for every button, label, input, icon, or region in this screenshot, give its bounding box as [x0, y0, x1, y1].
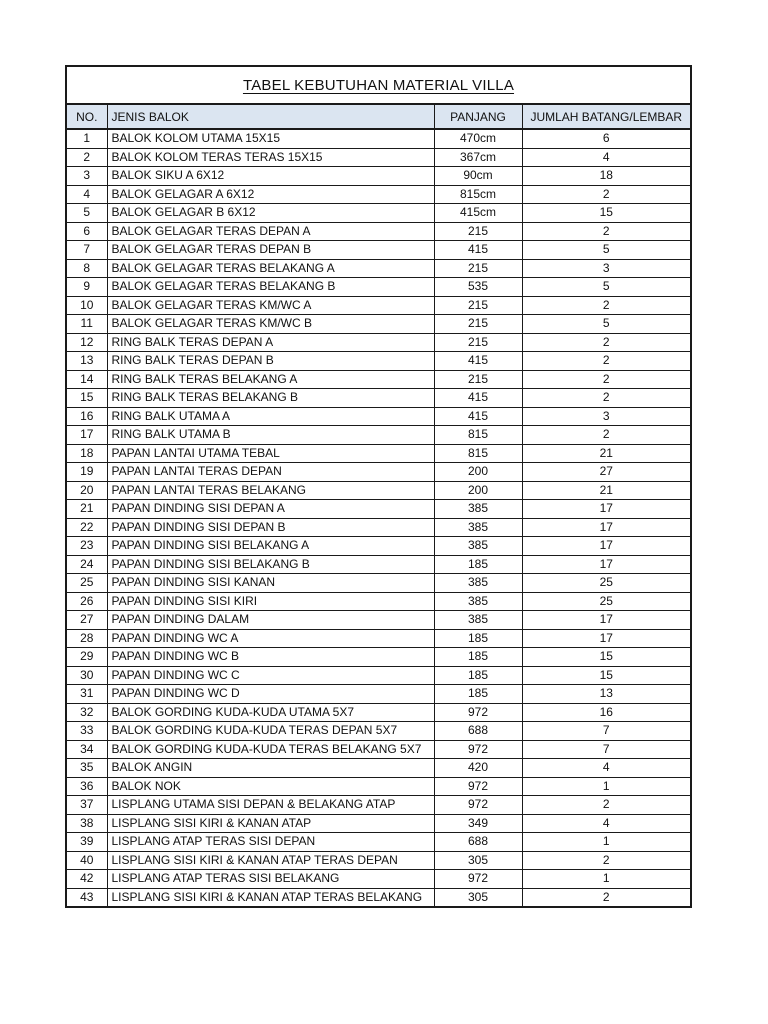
cell-panjang: 185	[434, 666, 522, 685]
cell-jenis-balok: RING BALK TERAS BELAKANG B	[107, 389, 434, 408]
cell-panjang: 972	[434, 740, 522, 759]
cell-jenis-balok: BALOK GELAGAR TERAS BELAKANG B	[107, 278, 434, 297]
cell-jenis-balok: BALOK GELAGAR TERAS KM/WC A	[107, 296, 434, 315]
table-row	[67, 444, 690, 463]
cell-jenis-balok: BALOK NOK	[107, 777, 434, 796]
table-row	[67, 555, 690, 574]
cell-no: 13	[67, 352, 107, 371]
table-row	[67, 648, 690, 667]
cell-jenis-balok: PAPAN DINDING WC C	[107, 666, 434, 685]
cell-jumlah: 7	[522, 722, 690, 741]
table-row	[67, 833, 690, 852]
cell-panjang: 185	[434, 629, 522, 648]
cell-jenis-balok: LISPLANG UTAMA SISI DEPAN & BELAKANG ATAP	[107, 796, 434, 815]
cell-jenis-balok: PAPAN LANTAI TERAS BELAKANG	[107, 481, 434, 500]
cell-jumlah: 4	[522, 148, 690, 167]
table-row	[67, 851, 690, 870]
cell-no: 39	[67, 833, 107, 852]
table-row	[67, 426, 690, 445]
cell-jumlah: 1	[522, 833, 690, 852]
cell-no: 21	[67, 500, 107, 519]
cell-jenis-balok: PAPAN DINDING WC B	[107, 648, 434, 667]
cell-panjang: 385	[434, 518, 522, 537]
cell-panjang: 385	[434, 537, 522, 556]
cell-jumlah: 2	[522, 796, 690, 815]
cell-no: 24	[67, 555, 107, 574]
cell-panjang: 185	[434, 685, 522, 704]
cell-jumlah: 5	[522, 315, 690, 334]
cell-panjang: 200	[434, 463, 522, 482]
table-row	[67, 333, 690, 352]
cell-jumlah: 16	[522, 703, 690, 722]
cell-jumlah: 3	[522, 407, 690, 426]
cell-no: 37	[67, 796, 107, 815]
cell-no: 43	[67, 888, 107, 906]
cell-jumlah: 5	[522, 278, 690, 297]
cell-jenis-balok: PAPAN DINDING SISI BELAKANG A	[107, 537, 434, 556]
table-row	[67, 129, 690, 148]
cell-panjang: 415	[434, 407, 522, 426]
table-row	[67, 481, 690, 500]
cell-jenis-balok: PAPAN DINDING WC A	[107, 629, 434, 648]
table-row	[67, 537, 690, 556]
table-row	[67, 407, 690, 426]
cell-jenis-balok: RING BALK UTAMA B	[107, 426, 434, 445]
header-row	[67, 105, 690, 129]
cell-jenis-balok: PAPAN DINDING SISI KANAN	[107, 574, 434, 593]
cell-panjang: 815cm	[434, 185, 522, 204]
table-row	[67, 888, 690, 906]
table-row	[67, 296, 690, 315]
cell-no: 4	[67, 185, 107, 204]
cell-jenis-balok: LISPLANG SISI KIRI & KANAN ATAP	[107, 814, 434, 833]
header-panjang: PANJANG	[434, 105, 522, 129]
cell-panjang: 90cm	[434, 167, 522, 186]
cell-panjang: 420	[434, 759, 522, 778]
cell-jumlah: 2	[522, 370, 690, 389]
table-row	[67, 185, 690, 204]
cell-no: 28	[67, 629, 107, 648]
table-row	[67, 148, 690, 167]
cell-no: 23	[67, 537, 107, 556]
cell-jumlah: 5	[522, 241, 690, 260]
cell-jenis-balok: PAPAN LANTAI TERAS DEPAN	[107, 463, 434, 482]
cell-no: 20	[67, 481, 107, 500]
table-title: TABEL KEBUTUHAN MATERIAL VILLA	[242, 76, 515, 94]
table-row	[67, 352, 690, 371]
cell-no: 10	[67, 296, 107, 315]
cell-no: 29	[67, 648, 107, 667]
cell-jumlah: 21	[522, 444, 690, 463]
table-row	[67, 278, 690, 297]
cell-panjang: 688	[434, 833, 522, 852]
cell-panjang: 535	[434, 278, 522, 297]
cell-panjang: 385	[434, 611, 522, 630]
cell-no: 5	[67, 204, 107, 223]
cell-panjang: 215	[434, 315, 522, 334]
cell-jenis-balok: PAPAN DINDING SISI KIRI	[107, 592, 434, 611]
cell-jumlah: 1	[522, 870, 690, 889]
cell-no: 32	[67, 703, 107, 722]
cell-no: 36	[67, 777, 107, 796]
cell-jumlah: 21	[522, 481, 690, 500]
cell-jenis-balok: BALOK GELAGAR TERAS BELAKANG A	[107, 259, 434, 278]
cell-jumlah: 13	[522, 685, 690, 704]
cell-jenis-balok: BALOK GELAGAR B 6X12	[107, 204, 434, 223]
cell-panjang: 415	[434, 352, 522, 371]
table-row	[67, 629, 690, 648]
cell-jenis-balok: PAPAN DINDING SISI DEPAN B	[107, 518, 434, 537]
table-row	[67, 574, 690, 593]
cell-panjang: 815	[434, 444, 522, 463]
table-title-row	[67, 67, 690, 105]
cell-panjang: 385	[434, 500, 522, 519]
cell-jumlah: 1	[522, 777, 690, 796]
cell-no: 42	[67, 870, 107, 889]
cell-no: 18	[67, 444, 107, 463]
cell-no: 12	[67, 333, 107, 352]
cell-panjang: 688	[434, 722, 522, 741]
cell-panjang: 185	[434, 555, 522, 574]
table-row	[67, 777, 690, 796]
cell-jumlah: 17	[522, 629, 690, 648]
table-row	[67, 167, 690, 186]
cell-jumlah: 25	[522, 574, 690, 593]
table-row	[67, 204, 690, 223]
cell-jumlah: 3	[522, 259, 690, 278]
cell-jumlah: 15	[522, 648, 690, 667]
cell-jenis-balok: BALOK GELAGAR TERAS KM/WC B	[107, 315, 434, 334]
table-row	[67, 315, 690, 334]
cell-no: 19	[67, 463, 107, 482]
header-no: NO.	[67, 105, 107, 129]
cell-panjang: 415	[434, 241, 522, 260]
cell-jenis-balok: RING BALK UTAMA A	[107, 407, 434, 426]
cell-jumlah: 17	[522, 537, 690, 556]
table-row	[67, 241, 690, 260]
cell-jumlah: 27	[522, 463, 690, 482]
cell-panjang: 815	[434, 426, 522, 445]
table-row	[67, 222, 690, 241]
cell-no: 1	[67, 129, 107, 148]
cell-panjang: 215	[434, 296, 522, 315]
cell-panjang: 215	[434, 259, 522, 278]
cell-no: 27	[67, 611, 107, 630]
cell-jenis-balok: PAPAN LANTAI UTAMA TEBAL	[107, 444, 434, 463]
cell-jumlah: 4	[522, 759, 690, 778]
table-row	[67, 500, 690, 519]
cell-jenis-balok: LISPLANG SISI KIRI & KANAN ATAP TERAS DEPAN	[107, 851, 434, 870]
material-table	[67, 105, 690, 906]
cell-jenis-balok: RING BALK TERAS DEPAN A	[107, 333, 434, 352]
cell-jumlah: 25	[522, 592, 690, 611]
cell-jenis-balok: BALOK GELAGAR TERAS DEPAN A	[107, 222, 434, 241]
cell-panjang: 215	[434, 333, 522, 352]
table-row	[67, 703, 690, 722]
cell-no: 9	[67, 278, 107, 297]
cell-jenis-balok: BALOK GELAGAR A 6X12	[107, 185, 434, 204]
table-row	[67, 870, 690, 889]
cell-jenis-balok: PAPAN DINDING SISI DEPAN A	[107, 500, 434, 519]
cell-jenis-balok: LISPLANG ATAP TERAS SISI DEPAN	[107, 833, 434, 852]
cell-jenis-balok: PAPAN DINDING SISI BELAKANG B	[107, 555, 434, 574]
table-row	[67, 722, 690, 741]
cell-jumlah: 15	[522, 204, 690, 223]
cell-jenis-balok: LISPLANG ATAP TERAS SISI BELAKANG	[107, 870, 434, 889]
cell-jumlah: 7	[522, 740, 690, 759]
cell-no: 14	[67, 370, 107, 389]
table-row	[67, 370, 690, 389]
cell-no: 34	[67, 740, 107, 759]
cell-jenis-balok: BALOK GORDING KUDA-KUDA UTAMA 5X7	[107, 703, 434, 722]
cell-no: 22	[67, 518, 107, 537]
cell-jenis-balok: PAPAN DINDING WC D	[107, 685, 434, 704]
header-jenis-balok: JENIS BALOK	[107, 105, 434, 129]
cell-jenis-balok: BALOK GELAGAR TERAS DEPAN B	[107, 241, 434, 260]
cell-no: 8	[67, 259, 107, 278]
table-row	[67, 259, 690, 278]
cell-panjang: 215	[434, 222, 522, 241]
cell-panjang: 215	[434, 370, 522, 389]
cell-jumlah: 4	[522, 814, 690, 833]
cell-jumlah: 17	[522, 500, 690, 519]
cell-panjang: 972	[434, 703, 522, 722]
cell-panjang: 385	[434, 592, 522, 611]
table-row	[67, 666, 690, 685]
table-row	[67, 611, 690, 630]
cell-no: 15	[67, 389, 107, 408]
table-row	[67, 463, 690, 482]
table-row	[67, 518, 690, 537]
cell-no: 35	[67, 759, 107, 778]
cell-jumlah: 17	[522, 518, 690, 537]
cell-jumlah: 2	[522, 222, 690, 241]
cell-panjang: 470cm	[434, 129, 522, 148]
cell-no: 40	[67, 851, 107, 870]
cell-no: 17	[67, 426, 107, 445]
cell-jumlah: 2	[522, 851, 690, 870]
cell-jenis-balok: BALOK GORDING KUDA-KUDA TERAS DEPAN 5X7	[107, 722, 434, 741]
cell-jumlah: 18	[522, 167, 690, 186]
cell-panjang: 415cm	[434, 204, 522, 223]
cell-jenis-balok: RING BALK TERAS DEPAN B	[107, 352, 434, 371]
table-row	[67, 685, 690, 704]
cell-jumlah: 2	[522, 333, 690, 352]
cell-jenis-balok: BALOK ANGIN	[107, 759, 434, 778]
table-row	[67, 740, 690, 759]
cell-no: 7	[67, 241, 107, 260]
cell-panjang: 415	[434, 389, 522, 408]
table-row	[67, 796, 690, 815]
cell-no: 30	[67, 666, 107, 685]
header-jumlah: JUMLAH BATANG/LEMBAR	[522, 105, 690, 129]
cell-jenis-balok: RING BALK TERAS BELAKANG A	[107, 370, 434, 389]
cell-jenis-balok: BALOK GORDING KUDA-KUDA TERAS BELAKANG 5X7	[107, 740, 434, 759]
cell-jenis-balok: BALOK SIKU A 6X12	[107, 167, 434, 186]
cell-jumlah: 2	[522, 185, 690, 204]
cell-no: 3	[67, 167, 107, 186]
cell-no: 25	[67, 574, 107, 593]
cell-panjang: 972	[434, 870, 522, 889]
cell-panjang: 305	[434, 851, 522, 870]
cell-jumlah: 17	[522, 555, 690, 574]
cell-jumlah: 6	[522, 129, 690, 148]
cell-panjang: 367cm	[434, 148, 522, 167]
cell-no: 38	[67, 814, 107, 833]
cell-panjang: 972	[434, 796, 522, 815]
cell-jenis-balok: BALOK KOLOM TERAS TERAS 15X15	[107, 148, 434, 167]
cell-jumlah: 15	[522, 666, 690, 685]
table-row	[67, 814, 690, 833]
table-row	[67, 759, 690, 778]
cell-jumlah: 2	[522, 352, 690, 371]
material-table-sheet	[65, 65, 692, 908]
cell-panjang: 200	[434, 481, 522, 500]
cell-jenis-balok: LISPLANG SISI KIRI & KANAN ATAP TERAS BELAKANG	[107, 888, 434, 906]
table-row	[67, 592, 690, 611]
cell-jenis-balok: PAPAN DINDING DALAM	[107, 611, 434, 630]
cell-no: 31	[67, 685, 107, 704]
cell-no: 33	[67, 722, 107, 741]
cell-no: 26	[67, 592, 107, 611]
table-body	[67, 129, 690, 906]
cell-no: 6	[67, 222, 107, 241]
cell-panjang: 305	[434, 888, 522, 906]
cell-no: 16	[67, 407, 107, 426]
cell-jumlah: 2	[522, 426, 690, 445]
cell-jenis-balok: BALOK KOLOM UTAMA 15X15	[107, 129, 434, 148]
cell-panjang: 185	[434, 648, 522, 667]
table-row	[67, 389, 690, 408]
cell-jumlah: 2	[522, 389, 690, 408]
cell-jumlah: 2	[522, 296, 690, 315]
cell-panjang: 349	[434, 814, 522, 833]
cell-panjang: 385	[434, 574, 522, 593]
cell-no: 2	[67, 148, 107, 167]
cell-no: 11	[67, 315, 107, 334]
cell-jumlah: 2	[602, 889, 610, 904]
cell-jumlah: 17	[522, 611, 690, 630]
cell-panjang: 972	[434, 777, 522, 796]
